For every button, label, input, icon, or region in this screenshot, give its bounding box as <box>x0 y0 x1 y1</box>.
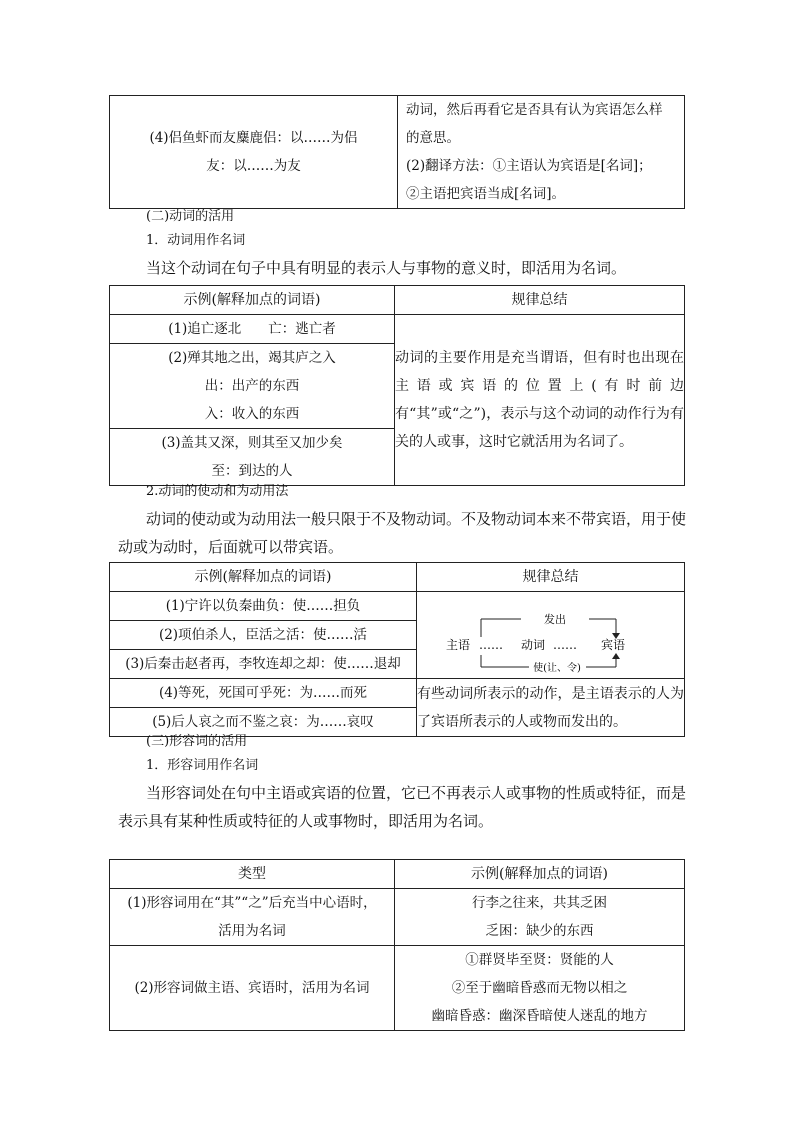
table3-example-1 <box>395 889 685 946</box>
diagram-top-label: 发出 <box>543 613 566 626</box>
table3-type-1 <box>110 889 395 946</box>
table1-example-3-line2: 至：到达的人 <box>211 463 293 479</box>
subsection-adjective-as-noun: 1．形容词用作名词 <box>146 758 259 773</box>
table2-rule: 有些动词所表示的动作，是主语表示的人为了宾语所表示的人或物而发出的。 <box>417 679 685 737</box>
paragraph-adjective-as-noun: 当形容词处在句中主语或宾语的位置，它已不再表示人或事物的性质或特征，而是表示具有某种性质或特征的人或事物时，即活用为名词。 <box>118 784 687 830</box>
diagram-verb: 动词 <box>520 638 545 652</box>
diagram-subject: 主语 <box>445 638 470 652</box>
table3-head-right: 示例(解释加点的词语) <box>395 860 685 889</box>
table1-rule: 动词的主要作用是充当谓语，但有时也出现在主语或宾语的位置上(有时前边有“其”或“之”)，表示与这个动词的动作行为有关的人或事，这时它就活用为名词了。 <box>395 315 685 486</box>
table3-example-1-line2: 乏困：缺少的东西 <box>485 923 594 939</box>
diagram-arrow-up <box>612 653 620 659</box>
table3-example-2-line1: ①群贤毕至贤：贤能的人 <box>465 952 614 968</box>
table2-diagram-cell <box>417 592 685 679</box>
table3-example-2-line2: ②至于幽暗昏惑而无物以相之 <box>451 980 628 996</box>
table1-example-3-line1: (3)盖其又深，则其至又加少矣 <box>161 435 343 451</box>
table0-left-cell <box>110 96 398 209</box>
table1-example-2-line3: 入：收入的东西 <box>204 406 300 422</box>
table3-type-2: (2)形容词做主语、宾语时，活用为名词 <box>110 946 395 1031</box>
table-adjective-as-noun <box>109 859 685 1031</box>
table1-head-right: 规律总结 <box>395 286 685 315</box>
table2-example-1: (1)宁许以负秦曲负：使……担负 <box>110 592 417 621</box>
diagram-dots-2: …… <box>552 638 577 652</box>
table1-example-2 <box>110 344 395 429</box>
section-heading-verbs: (二)动词的活用 <box>146 209 235 224</box>
table-continuation <box>109 95 685 209</box>
table-causative <box>109 562 685 737</box>
diagram-object: 宾语 <box>600 638 625 652</box>
subsection-causative: 2.动词的使动和为动用法 <box>146 484 289 499</box>
table1-example-1: (1)追亡逐北 亡：逃亡者 <box>110 315 395 344</box>
subsection-verb-as-noun: 1．动词用作名词 <box>146 233 246 248</box>
table3-type-1-line2: 活用为名词 <box>218 923 286 939</box>
section-heading-adjectives: (三)形容词的活用 <box>146 734 248 749</box>
table3-head-left: 类型 <box>110 860 395 889</box>
subject-verb-object-diagram <box>421 595 681 675</box>
paragraph-verb-as-noun: 当这个动词在句子中具有明显的表示人与事物的意义时，即活用为名词。 <box>146 259 627 277</box>
table2-head-right: 规律总结 <box>417 563 685 592</box>
table2-head-left: 示例(解释加点的词语) <box>110 563 417 592</box>
table0-left-line2: 友：以……为友 <box>206 158 301 174</box>
paragraph-causative: 动词的使动或为动用法一般只限于不及物动词。不及物动词本来不带宾语，用于使动或为动时，后面就可以带宾语。 <box>118 510 687 556</box>
table3-example-1-line1: 行李之往来，共其乏困 <box>472 895 607 911</box>
table1-example-2-line2: 出：出产的东西 <box>204 378 300 394</box>
table2-example-4: (4)等死，死国可乎死：为……而死 <box>110 679 417 708</box>
table1-head-left: 示例(解释加点的词语) <box>110 286 395 315</box>
table0-right-cell <box>398 96 685 209</box>
table2-example-3: (3)后秦击赵者再，李牧连却之却：使……退却 <box>110 650 417 679</box>
table0-right-line2: 的意思。 <box>406 130 460 146</box>
table1-example-2-line1: (2)殚其地之出，竭其庐之入 <box>168 350 336 366</box>
table3-type-1-line1: (1)形容词用在“其”“之”后充当中心语时， <box>127 895 377 911</box>
table0-right-line3: (2)翻译方法：①主语认为宾语是[名词]； <box>406 158 652 174</box>
table2-example-5: (5)后人哀之而不鉴之哀：为……哀叹 <box>110 708 417 737</box>
table0-left-line1: (4)侣鱼虾而友麋鹿侣：以……为侣 <box>149 130 358 146</box>
table3-example-2 <box>395 946 685 1031</box>
table1-example-3 <box>110 429 395 486</box>
table2-example-2: (2)项伯杀人，臣活之活：使……活 <box>110 621 417 650</box>
table-verb-as-noun <box>109 285 685 486</box>
table0-right-line4: ②主语把宾语当成[名词]。 <box>406 186 566 202</box>
table0-right-line1: 动词，然后再看它是否具有认为宾语怎么样 <box>406 102 663 118</box>
table3-example-2-line3: 幽暗昏惑：幽深昏暗使人迷乱的地方 <box>431 1008 648 1024</box>
diagram-bottom-label: 使(让、令) <box>532 663 581 674</box>
diagram-dots-1: …… <box>478 638 503 652</box>
